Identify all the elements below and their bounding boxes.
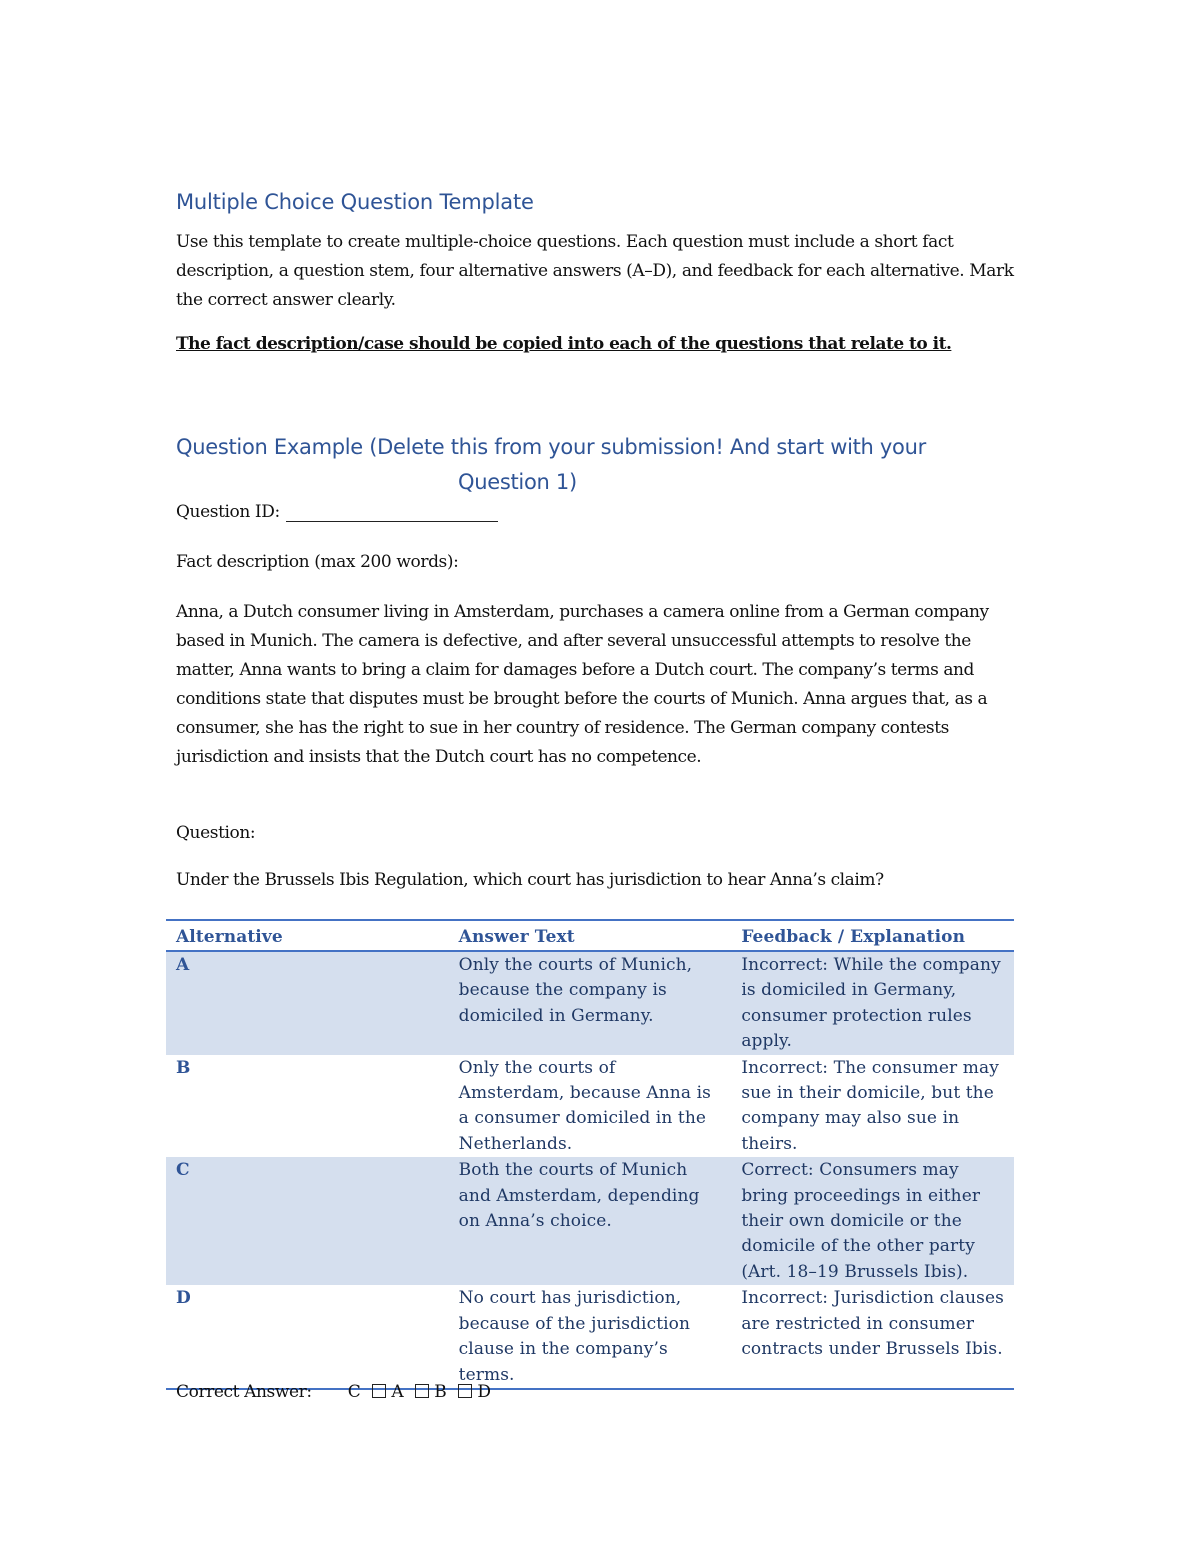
feedback-text: Incorrect: Jurisdiction clauses are restricted in consumer contracts under Brussels Ibis. [731, 1285, 1014, 1389]
header-answer-text: Answer Text [449, 920, 732, 951]
question-label: Question: [176, 823, 256, 843]
alternative-letter: C [166, 1157, 449, 1285]
answer-text: No court has jurisdiction, because of the jurisdiction clause in the company’s terms. [449, 1285, 732, 1389]
checkbox-b[interactable] [415, 1384, 429, 1398]
question-id-blank[interactable] [286, 503, 498, 522]
question-id-label: Question ID: [176, 502, 280, 522]
question-stem: Under the Brussels Ibis Regulation, which court has jurisdiction to hear Anna’s claim? [176, 870, 884, 890]
option-d-label: D [477, 1382, 491, 1402]
table-header-row [166, 920, 1014, 951]
checkbox-a[interactable] [372, 1384, 386, 1398]
feedback-text: Correct: Consumers may bring proceedings in either their own domicile or the domicile of the other party (Art. 18–19 Brussels Ibis). [731, 1157, 1014, 1285]
answer-text: Only the courts of Munich, because the company is domiciled in Germany. [449, 951, 732, 1055]
alternative-letter: A [166, 951, 449, 1055]
header-feedback: Feedback / Explanation [731, 920, 1014, 951]
example-heading-line1: Question Example (Delete this from your submission! And start with your [176, 435, 926, 459]
option-a-label: A [391, 1382, 404, 1402]
header-alternative: Alternative [166, 920, 449, 951]
table-row [166, 1285, 1014, 1389]
table-row [166, 1055, 1014, 1158]
answer-text: Both the courts of Munich and Amsterdam, depending on Anna’s choice. [449, 1157, 732, 1285]
answer-text: Only the courts of Amsterdam, because Anna is a consumer domiciled in the Netherlands. [458, 1057, 711, 1154]
question-id-row [176, 502, 498, 522]
correct-answer-row [176, 1382, 491, 1402]
correct-answer-label: Correct Answer: [176, 1382, 312, 1402]
template-intro: Use this template to create multiple-choice questions. Each question must include a short fact description, a question stem, four alternative answers (A–D), and feedback for each alternative. Mark the correct answer clearly. [176, 232, 1014, 310]
alternative-letter: D [166, 1285, 449, 1389]
table-row [166, 951, 1014, 1055]
example-heading-line2: Question 1) [458, 470, 577, 494]
alternatives-table [166, 919, 1014, 1390]
feedback-text: Incorrect: While the company is domiciled in Germany, consumer protection rules apply. [731, 951, 1014, 1055]
fact-description-text: Anna, a Dutch consumer living in Amsterdam, purchases a camera online from a German company based in Munich. The camera is defective, and after several unsuccessful attempts to resolve the matter, Anna wants to bring a claim for damages before a Dutch court. The company’s terms and conditions state that disputes must be brought before the courts of Munich. Anna argues that, as a consumer, she has the right to sue in her country of residence. The German company contests jurisdiction and insists that the Dutch court has no competence. [176, 602, 989, 767]
fact-description-label: Fact description (max 200 words): [176, 552, 459, 572]
option-b-label: B [434, 1382, 447, 1402]
correct-answer-value: C [347, 1382, 361, 1402]
table-row [166, 1157, 1014, 1285]
checkbox-d[interactable] [458, 1384, 472, 1398]
alternative-letter: B [176, 1057, 191, 1078]
example-heading [176, 430, 1016, 500]
template-rule: The fact description/case should be copied into each of the questions that relate to it. [176, 334, 952, 354]
template-title: Multiple Choice Question Template [176, 190, 534, 214]
feedback-text: Incorrect: The consumer may sue in their domicile, but the company may also sue in theirs. [741, 1057, 999, 1154]
